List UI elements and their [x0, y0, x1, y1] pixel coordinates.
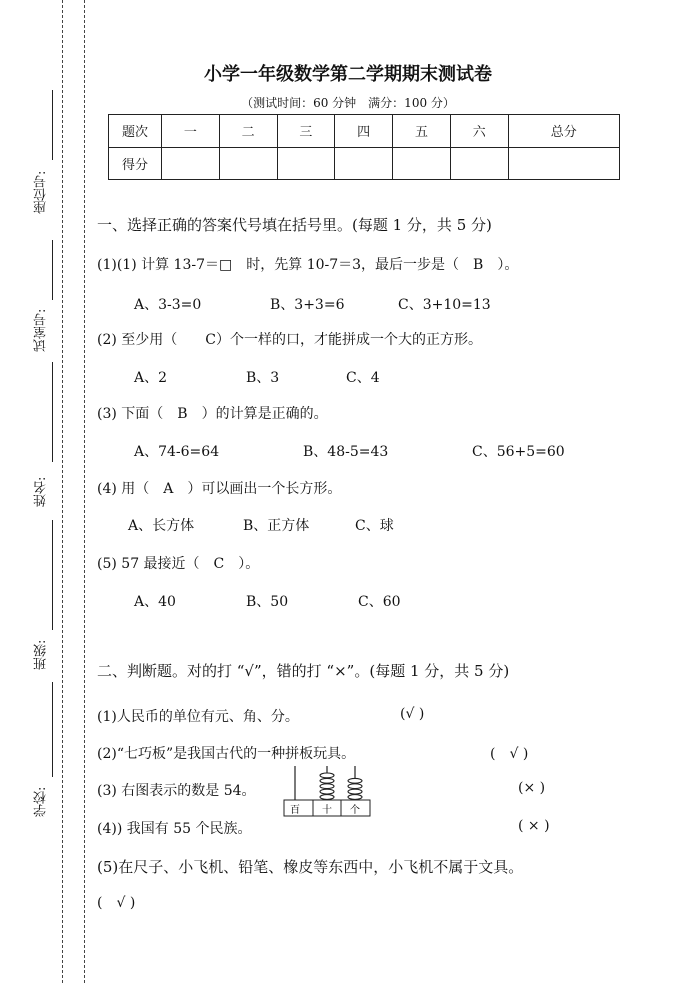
abacus-label-hundreds: 百 [290, 805, 300, 816]
cut-line-inner [84, 0, 85, 983]
question-2: (2) 至少用（ C）个一样的口，才能拼成一个大的正方形。 [97, 332, 482, 348]
q1-option-a: A、3-3=0 [134, 297, 202, 313]
judge-1-answer: (√ ) [400, 706, 425, 722]
judge-2-answer: ( √ ) [490, 746, 529, 762]
q2-option-b: B、3 [246, 370, 280, 386]
section1-heading: 一、选择正确的答案代号填在括号里。(每题 1 分，共 5 分) [97, 216, 492, 234]
page-subtitle: （测试时间：60 分钟 满分：100 分） [241, 96, 455, 110]
abacus-bead-tens [320, 795, 334, 800]
score-blank-cell[interactable] [508, 147, 619, 180]
q4-option-a: A、长方体 [128, 518, 195, 534]
class-write-line [52, 682, 53, 777]
score-blank-cell[interactable] [162, 147, 220, 180]
abacus-bead-ones [348, 795, 362, 800]
abacus-bead-ones [348, 778, 362, 783]
abacus-bead-ones [348, 784, 362, 789]
q1-option-c: C、3+10=13 [398, 297, 491, 313]
cut-line-outer [62, 0, 63, 983]
question-1: (1)(1) 计算 13-7＝□ 时，先算 10-7＝3，最后一步是（ B ）。 [97, 257, 519, 273]
score-cell: 一 [162, 115, 220, 148]
judge-4: (4)) 我国有 55 个民族。 [97, 821, 252, 837]
abacus-bead-tens [320, 778, 334, 783]
q5-option-a: A、40 [134, 594, 176, 610]
score-cell: 三 [277, 115, 335, 148]
q4-option-c: C、球 [355, 518, 394, 534]
judge-3-answer: (× ) [518, 780, 546, 796]
q2-option-c: C、4 [346, 370, 380, 386]
abacus-bead-tens [320, 784, 334, 789]
abacus-bead-tens [320, 773, 334, 778]
q3-option-b: B、48-5=43 [303, 444, 389, 460]
abacus-label-tens: 十 [322, 805, 332, 816]
name-write-line [52, 362, 53, 462]
judge-4-answer: ( × ) [518, 818, 550, 834]
page-title: 小学一年级数学第二学期期末测试卷 [204, 64, 492, 85]
q2-option-a: A、2 [134, 370, 168, 386]
score-table-header-row [109, 115, 620, 148]
judge-2: (2)“七巧板”是我国古代的一种拼板玩具。 [97, 746, 356, 762]
q3-option-c: C、56+5=60 [472, 444, 565, 460]
score-blank-cell[interactable] [393, 147, 451, 180]
name-label: 姓名: [34, 476, 49, 508]
class-label: 班级: [34, 639, 49, 671]
abacus-label-ones: 个 [350, 805, 360, 816]
abacus-figure [283, 766, 371, 818]
abacus-beads [295, 766, 362, 800]
judge-5-answer: ( √ ) [97, 895, 136, 911]
score-blank-cell[interactable] [450, 147, 508, 180]
score-cell: 得分 [109, 147, 162, 180]
question-5: (5) 57 最接近（ C ）。 [97, 556, 260, 572]
name-write-line-2 [52, 520, 53, 630]
score-cell: 五 [393, 115, 451, 148]
judge-3: (3) 右图表示的数是 54。 [97, 783, 256, 799]
section2-heading: 二、判断题。对的打 “√”，错的打 “×”。(每题 1 分，共 5 分) [97, 662, 510, 680]
score-blank-cell[interactable] [219, 147, 277, 180]
room-label: 试室号: [34, 308, 49, 352]
score-table [108, 114, 620, 180]
question-4: (4) 用（ A ）可以画出一个长方形。 [97, 481, 342, 497]
abacus-bead-tens [320, 789, 334, 794]
q4-option-b: B、正方体 [243, 518, 310, 534]
score-table-score-row [109, 147, 620, 180]
q5-option-c: C、60 [358, 594, 401, 610]
school-label: 学校: [34, 786, 49, 818]
score-cell: 四 [335, 115, 393, 148]
score-blank-cell[interactable] [277, 147, 335, 180]
score-cell: 六 [450, 115, 508, 148]
judge-1: (1)人民币的单位有元、角、分。 [97, 709, 299, 725]
score-cell: 题次 [109, 115, 162, 148]
room-write-line [52, 240, 53, 300]
seat-label: 座位号: [34, 170, 49, 214]
question-3: (3) 下面（ B ）的计算是正确的。 [97, 406, 328, 422]
score-cell: 二 [219, 115, 277, 148]
judge-5: (5)在尺子、小飞机、铅笔、橡皮等东西中，小飞机不属于文具。 [97, 858, 524, 876]
q5-option-b: B、50 [246, 594, 289, 610]
abacus-bead-ones [348, 789, 362, 794]
score-blank-cell[interactable] [335, 147, 393, 180]
q3-option-a: A、74-6=64 [134, 444, 220, 460]
q1-option-b: B、3+3=6 [270, 297, 345, 313]
score-cell: 总分 [508, 115, 619, 148]
